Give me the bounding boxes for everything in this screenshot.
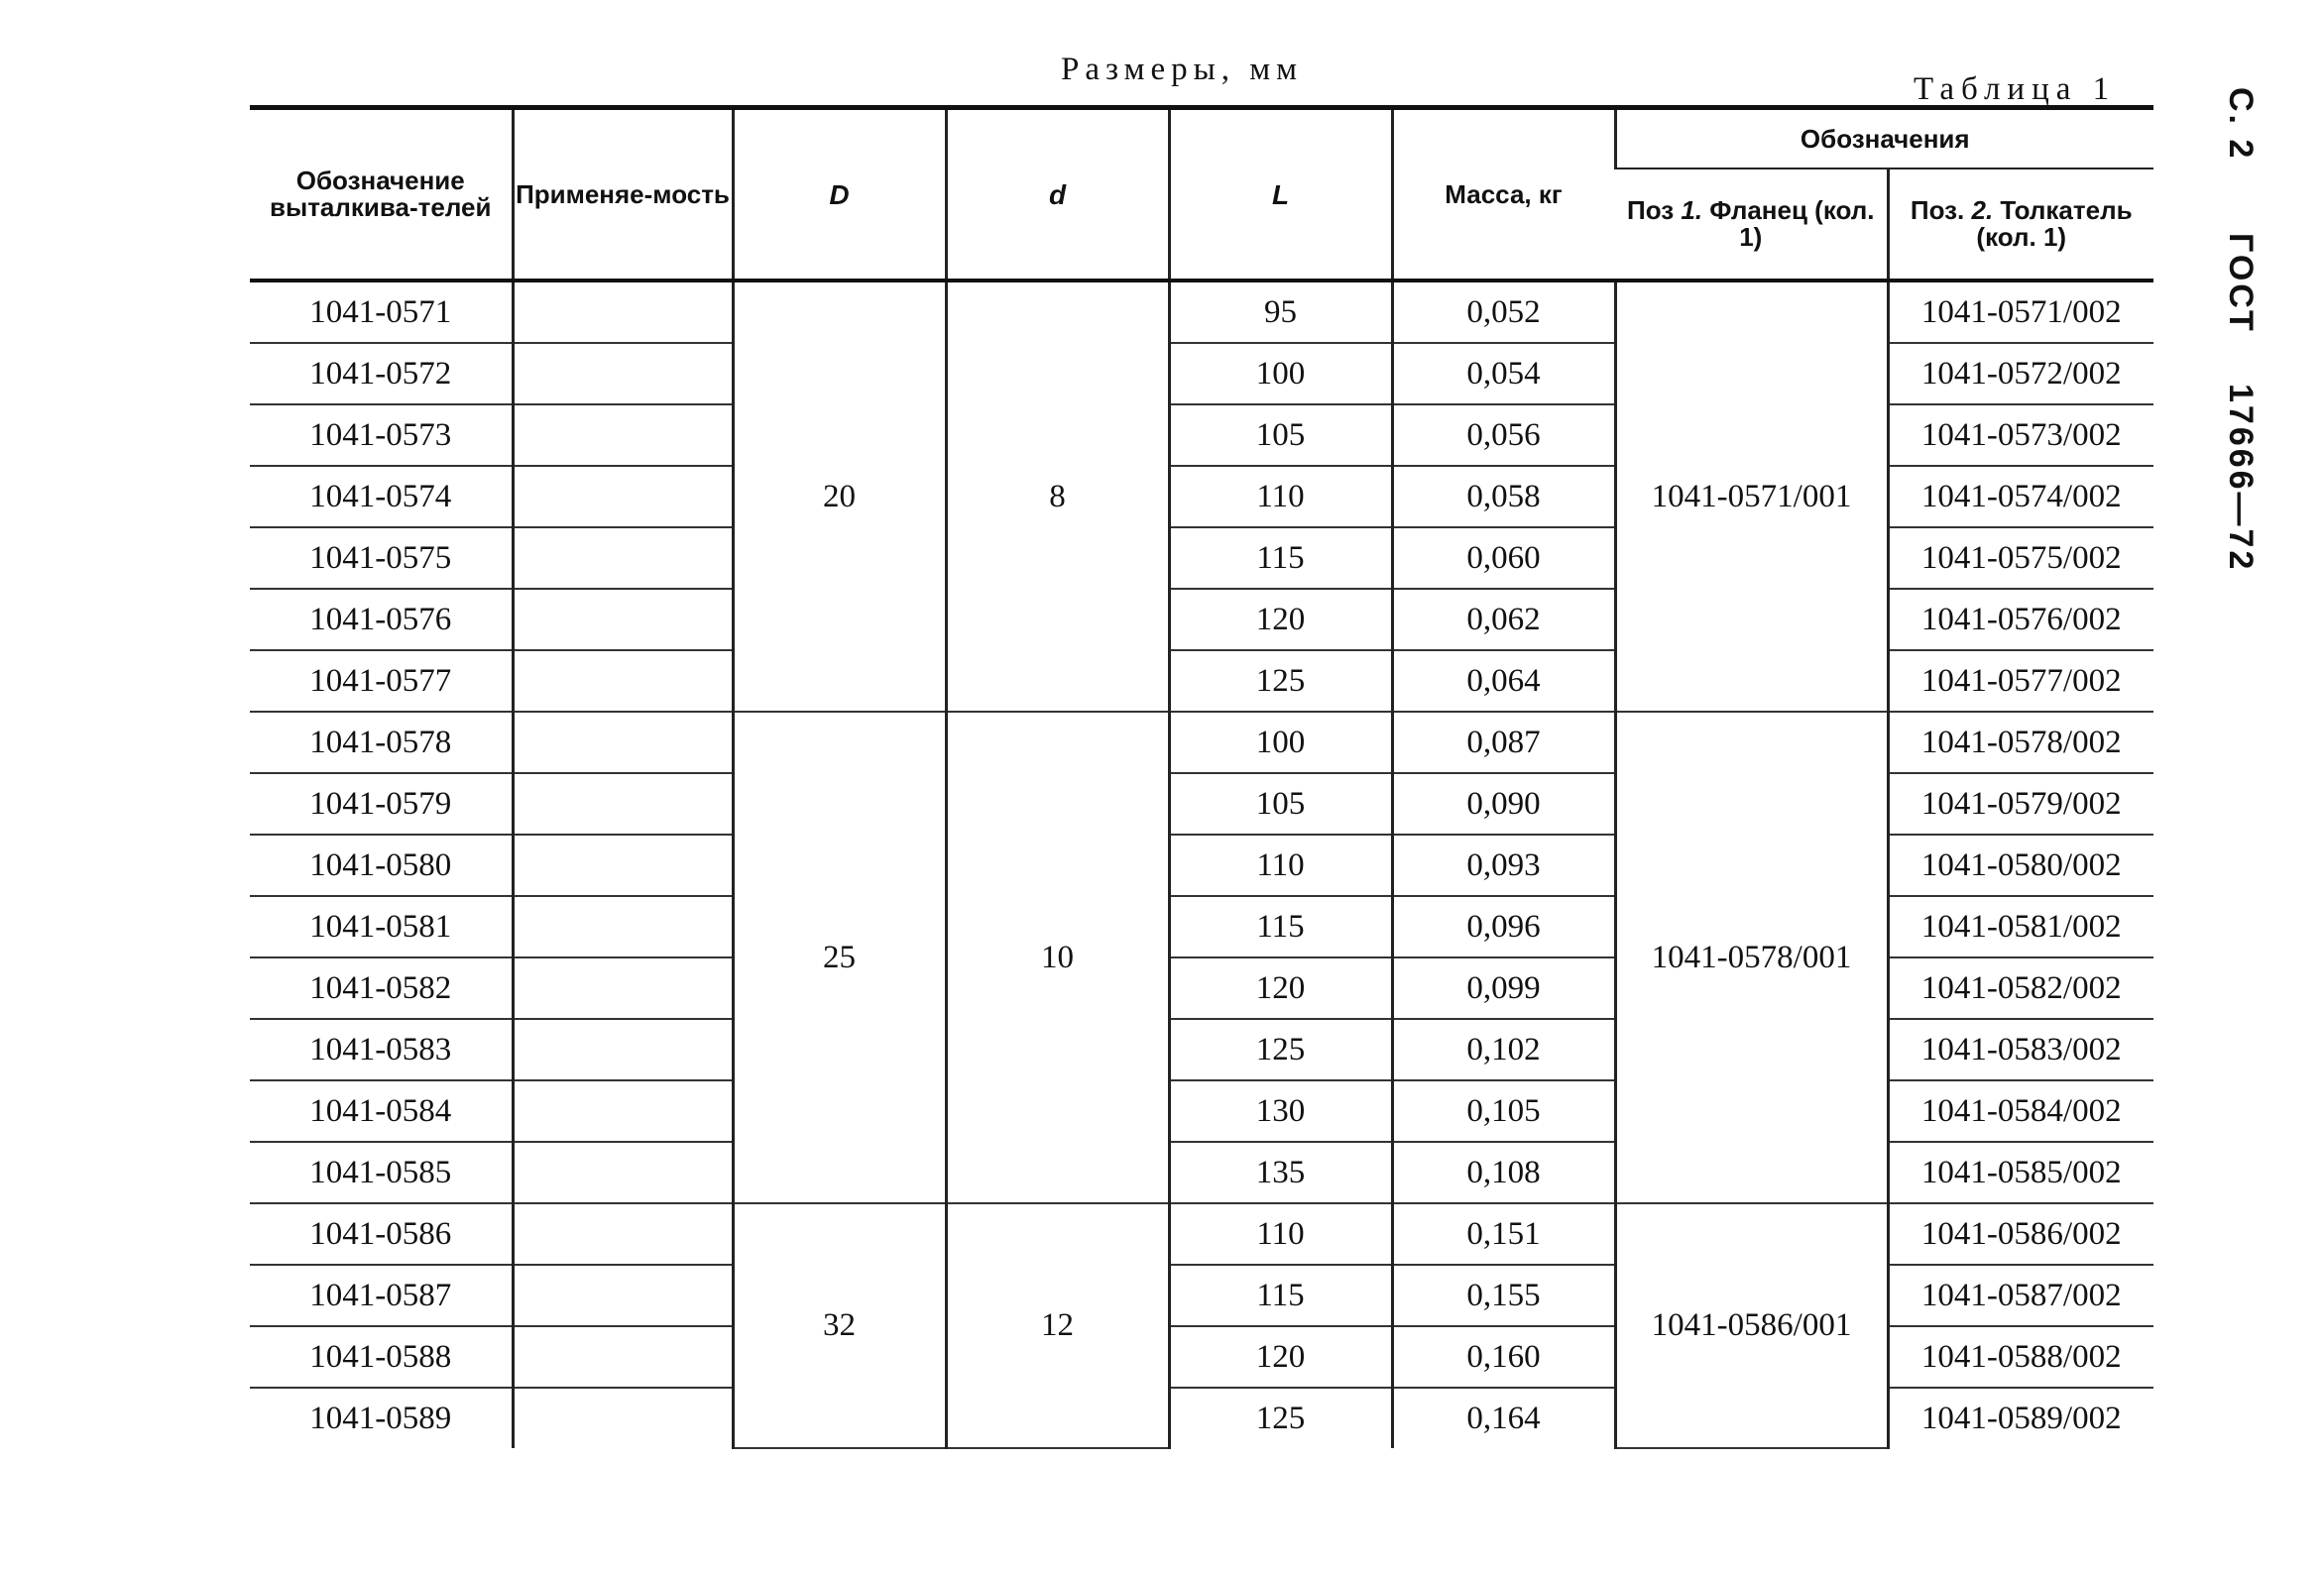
applicability-cell <box>513 404 733 466</box>
pusher-designation-cell: 1041-0573/002 <box>1888 404 2153 466</box>
L-cell: 120 <box>1169 957 1392 1019</box>
applicability-cell <box>513 650 733 712</box>
mass-cell: 0,155 <box>1392 1265 1615 1326</box>
applicability-cell <box>513 1203 733 1265</box>
header-pos2-text: Толкатель (кол. 1) <box>1976 195 2133 252</box>
mass-cell: 0,052 <box>1392 281 1615 343</box>
pusher-designation-cell: 1041-0576/002 <box>1888 589 2153 650</box>
header-pos1-flange <box>1615 169 1888 281</box>
D-cell: 32 <box>733 1203 946 1448</box>
mass-cell: 0,058 <box>1392 466 1615 527</box>
ejector-designation-cell: 1041-0584 <box>250 1080 513 1142</box>
standard-prefix: ГОСТ <box>2222 232 2260 334</box>
ejector-designation-cell: 1041-0582 <box>250 957 513 1019</box>
mass-cell: 0,164 <box>1392 1388 1615 1448</box>
pusher-designation-cell: 1041-0585/002 <box>1888 1142 2153 1203</box>
mass-cell: 0,062 <box>1392 589 1615 650</box>
pusher-designation-cell: 1041-0579/002 <box>1888 773 2153 835</box>
mass-cell: 0,056 <box>1392 404 1615 466</box>
applicability-cell <box>513 835 733 896</box>
header-designation: Обозначение выталкива-телей <box>250 108 513 281</box>
applicability-cell <box>513 281 733 343</box>
dimensions-table <box>250 105 2153 1449</box>
pusher-designation-cell: 1041-0587/002 <box>1888 1265 2153 1326</box>
ejector-designation-cell: 1041-0588 <box>250 1326 513 1388</box>
header-designations-group: Обозначения <box>1615 108 2153 169</box>
applicability-cell <box>513 1019 733 1080</box>
ejector-designation-cell: 1041-0577 <box>250 650 513 712</box>
applicability-cell <box>513 589 733 650</box>
pusher-designation-cell: 1041-0582/002 <box>1888 957 2153 1019</box>
L-cell: 115 <box>1169 896 1392 957</box>
header-applicability: Применяе-мость <box>513 108 733 281</box>
ejector-designation-cell: 1041-0573 <box>250 404 513 466</box>
header-pos1-number: 1. <box>1681 195 1703 225</box>
applicability-cell <box>513 1080 733 1142</box>
mass-cell: 0,054 <box>1392 343 1615 404</box>
pusher-designation-cell: 1041-0571/002 <box>1888 281 2153 343</box>
D-cell: 25 <box>733 712 946 1203</box>
pusher-designation-cell: 1041-0580/002 <box>1888 835 2153 896</box>
D-cell: 20 <box>733 281 946 712</box>
L-cell: 105 <box>1169 773 1392 835</box>
applicability-cell <box>513 896 733 957</box>
header-d: d <box>946 108 1169 281</box>
L-cell: 125 <box>1169 1019 1392 1080</box>
L-cell: 125 <box>1169 650 1392 712</box>
ejector-designation-cell: 1041-0575 <box>250 527 513 589</box>
ejector-designation-cell: 1041-0587 <box>250 1265 513 1326</box>
applicability-cell <box>513 1265 733 1326</box>
ejector-designation-cell: 1041-0586 <box>250 1203 513 1265</box>
d-cell: 12 <box>946 1203 1169 1448</box>
header-pos1-text: Фланец (кол. 1) <box>1702 195 1875 252</box>
page-number: С. 2 <box>2222 87 2260 162</box>
flange-designation-cell: 1041-0571/001 <box>1615 281 1888 712</box>
flange-designation-cell: 1041-0578/001 <box>1615 712 1888 1203</box>
pusher-designation-cell: 1041-0586/002 <box>1888 1203 2153 1265</box>
ejector-designation-cell: 1041-0579 <box>250 773 513 835</box>
ejector-designation-cell: 1041-0589 <box>309 1400 452 1436</box>
L-cell: 115 <box>1169 1265 1392 1326</box>
applicability-cell <box>513 527 733 589</box>
applicability-cell <box>513 1388 733 1448</box>
mass-cell: 0,108 <box>1392 1142 1615 1203</box>
mass-cell: 0,096 <box>1392 896 1615 957</box>
L-cell: 135 <box>1169 1142 1392 1203</box>
side-reference <box>2221 87 2260 572</box>
d-cell: 8 <box>946 281 1169 712</box>
ejector-designation-cell: 1041-0571 <box>250 281 513 343</box>
mass-cell: 0,102 <box>1392 1019 1615 1080</box>
header-pos1-prefix: Поз <box>1627 195 1682 225</box>
header-mass: Масса, кг <box>1392 108 1615 281</box>
ejector-designation-cell: 1041-0583 <box>250 1019 513 1080</box>
pusher-designation-cell: 1041-0588/002 <box>1888 1326 2153 1388</box>
ejector-designation-cell: 1041-0578 <box>250 712 513 773</box>
header-pos2-number: 2. <box>1971 195 1994 225</box>
L-cell: 110 <box>1169 466 1392 527</box>
mass-cell: 0,105 <box>1392 1080 1615 1142</box>
table-header <box>250 108 2153 281</box>
pusher-designation-cell: 1041-0577/002 <box>1888 650 2153 712</box>
pusher-designation-cell: 1041-0589/002 <box>1888 1388 2153 1448</box>
applicability-cell <box>513 343 733 404</box>
table-caption: Размеры, мм <box>1061 52 1304 87</box>
standard-number: 17666—72 <box>2222 384 2260 573</box>
pusher-designation-cell: 1041-0584/002 <box>1888 1080 2153 1142</box>
mass-cell: 0,160 <box>1392 1326 1615 1388</box>
flange-designation-cell: 1041-0586/001 <box>1615 1203 1888 1448</box>
mass-cell: 0,093 <box>1392 835 1615 896</box>
L-cell: 110 <box>1169 835 1392 896</box>
mass-cell: 0,151 <box>1392 1203 1615 1265</box>
pusher-designation-cell: 1041-0578/002 <box>1888 712 2153 773</box>
mass-cell: 0,064 <box>1392 650 1615 712</box>
L-cell: 115 <box>1169 527 1392 589</box>
mass-cell: 0,099 <box>1392 957 1615 1019</box>
table-row <box>250 281 2153 343</box>
ejector-designation-cell: 1041-0572 <box>250 343 513 404</box>
ejector-designation-cell: 1041-0574 <box>250 466 513 527</box>
header-pos2-pusher <box>1888 169 2153 281</box>
applicability-cell <box>513 466 733 527</box>
applicability-cell <box>513 773 733 835</box>
L-cell: 125 <box>1169 1388 1392 1448</box>
L-cell: 100 <box>1169 712 1392 773</box>
applicability-cell <box>513 712 733 773</box>
ejector-designation-cell: 1041-0576 <box>250 589 513 650</box>
L-cell: 130 <box>1169 1080 1392 1142</box>
L-cell: 120 <box>1169 1326 1392 1388</box>
applicability-cell <box>513 1326 733 1388</box>
d-cell: 10 <box>946 712 1169 1203</box>
table-row <box>250 1203 2153 1265</box>
ejector-designation-cell: 1041-0581 <box>250 896 513 957</box>
ejector-designation-cell: 1041-0585 <box>250 1142 513 1203</box>
header-pos2-prefix: Поз. <box>1910 195 1972 225</box>
pusher-designation-cell: 1041-0575/002 <box>1888 527 2153 589</box>
ejector-designation-cell: 1041-0580 <box>250 835 513 896</box>
pusher-designation-cell: 1041-0581/002 <box>1888 896 2153 957</box>
table-row <box>250 712 2153 773</box>
L-cell: 100 <box>1169 343 1392 404</box>
pusher-designation-cell: 1041-0583/002 <box>1888 1019 2153 1080</box>
header-L: L <box>1169 108 1392 281</box>
mass-cell: 0,087 <box>1392 712 1615 773</box>
applicability-cell <box>513 957 733 1019</box>
applicability-cell <box>513 1142 733 1203</box>
table-label: Таблица 1 <box>1914 71 2117 107</box>
mass-cell: 0,060 <box>1392 527 1615 589</box>
mass-cell: 0,090 <box>1392 773 1615 835</box>
table-body <box>250 281 2153 1448</box>
pusher-designation-cell: 1041-0574/002 <box>1888 466 2153 527</box>
L-cell: 95 <box>1169 281 1392 343</box>
L-cell: 105 <box>1169 404 1392 466</box>
pusher-designation-cell: 1041-0572/002 <box>1888 343 2153 404</box>
L-cell: 110 <box>1169 1203 1392 1265</box>
header-D: D <box>733 108 946 281</box>
L-cell: 120 <box>1169 589 1392 650</box>
